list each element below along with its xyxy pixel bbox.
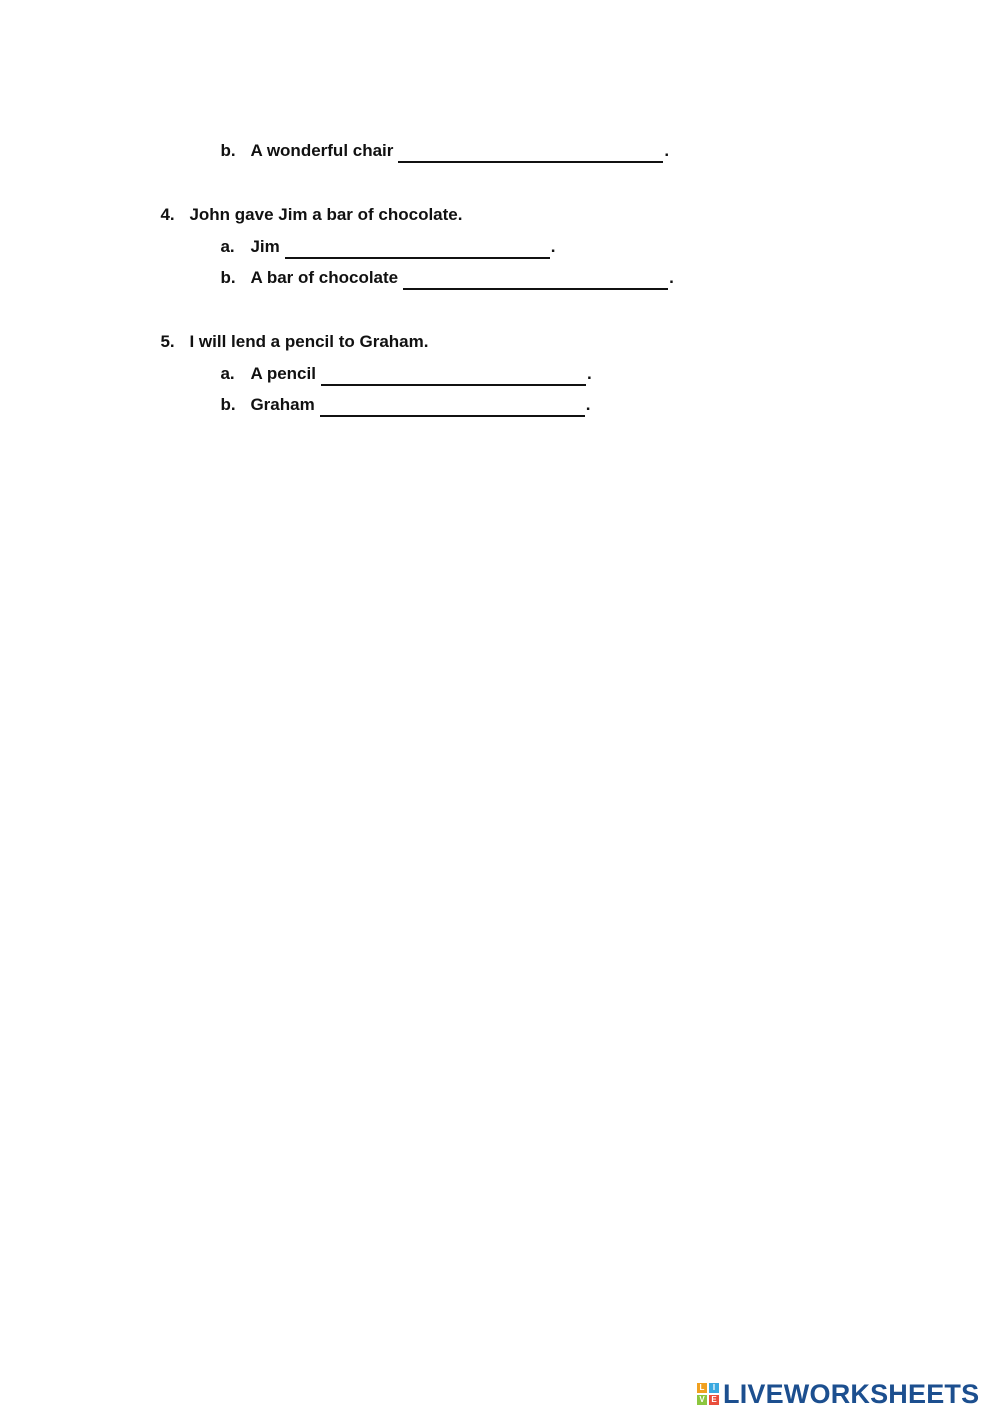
brand-wordmark: LIVEWORKSHEETS	[723, 1379, 980, 1409]
logo-cell: V	[697, 1395, 707, 1405]
sentence-period: .	[664, 141, 670, 160]
answer-input-3b[interactable]	[398, 143, 663, 163]
answer-prompt: A pencil	[250, 364, 316, 383]
answer-prompt: Jim	[250, 237, 280, 256]
item-marker: a.	[220, 237, 235, 256]
answer-row-5b	[211, 375, 590, 417]
logo-cell: E	[709, 1395, 719, 1405]
answer-prompt: A bar of chocolate	[250, 268, 399, 287]
logo-cell: L	[697, 1383, 707, 1393]
liveworksheets-logo-icon	[697, 1383, 719, 1405]
answer-row-3b	[211, 121, 669, 163]
logo-cell: I	[709, 1383, 719, 1393]
answer-input-5b[interactable]	[320, 397, 585, 417]
answer-input-4b[interactable]	[403, 270, 668, 290]
liveworksheets-watermark	[697, 1378, 979, 1410]
item-marker: a.	[220, 364, 235, 383]
answer-prompt: A wonderful chair	[250, 141, 394, 160]
sentence-period: .	[669, 268, 674, 287]
answer-prompt: Graham	[250, 395, 315, 414]
item-marker: b.	[220, 395, 236, 414]
sentence-period: .	[585, 395, 591, 414]
answer-row-4b	[211, 248, 674, 290]
sentence-period: .	[586, 364, 592, 383]
item-marker: b.	[220, 141, 236, 160]
item-marker: b.	[220, 268, 236, 287]
question-sentence: I will lend a pencil to Graham.	[189, 332, 429, 351]
question-number: 5.	[160, 332, 175, 351]
sentence-period: .	[550, 237, 556, 256]
question-sentence: John gave Jim a bar of chocolate.	[189, 205, 463, 224]
question-number: 4.	[160, 205, 175, 224]
